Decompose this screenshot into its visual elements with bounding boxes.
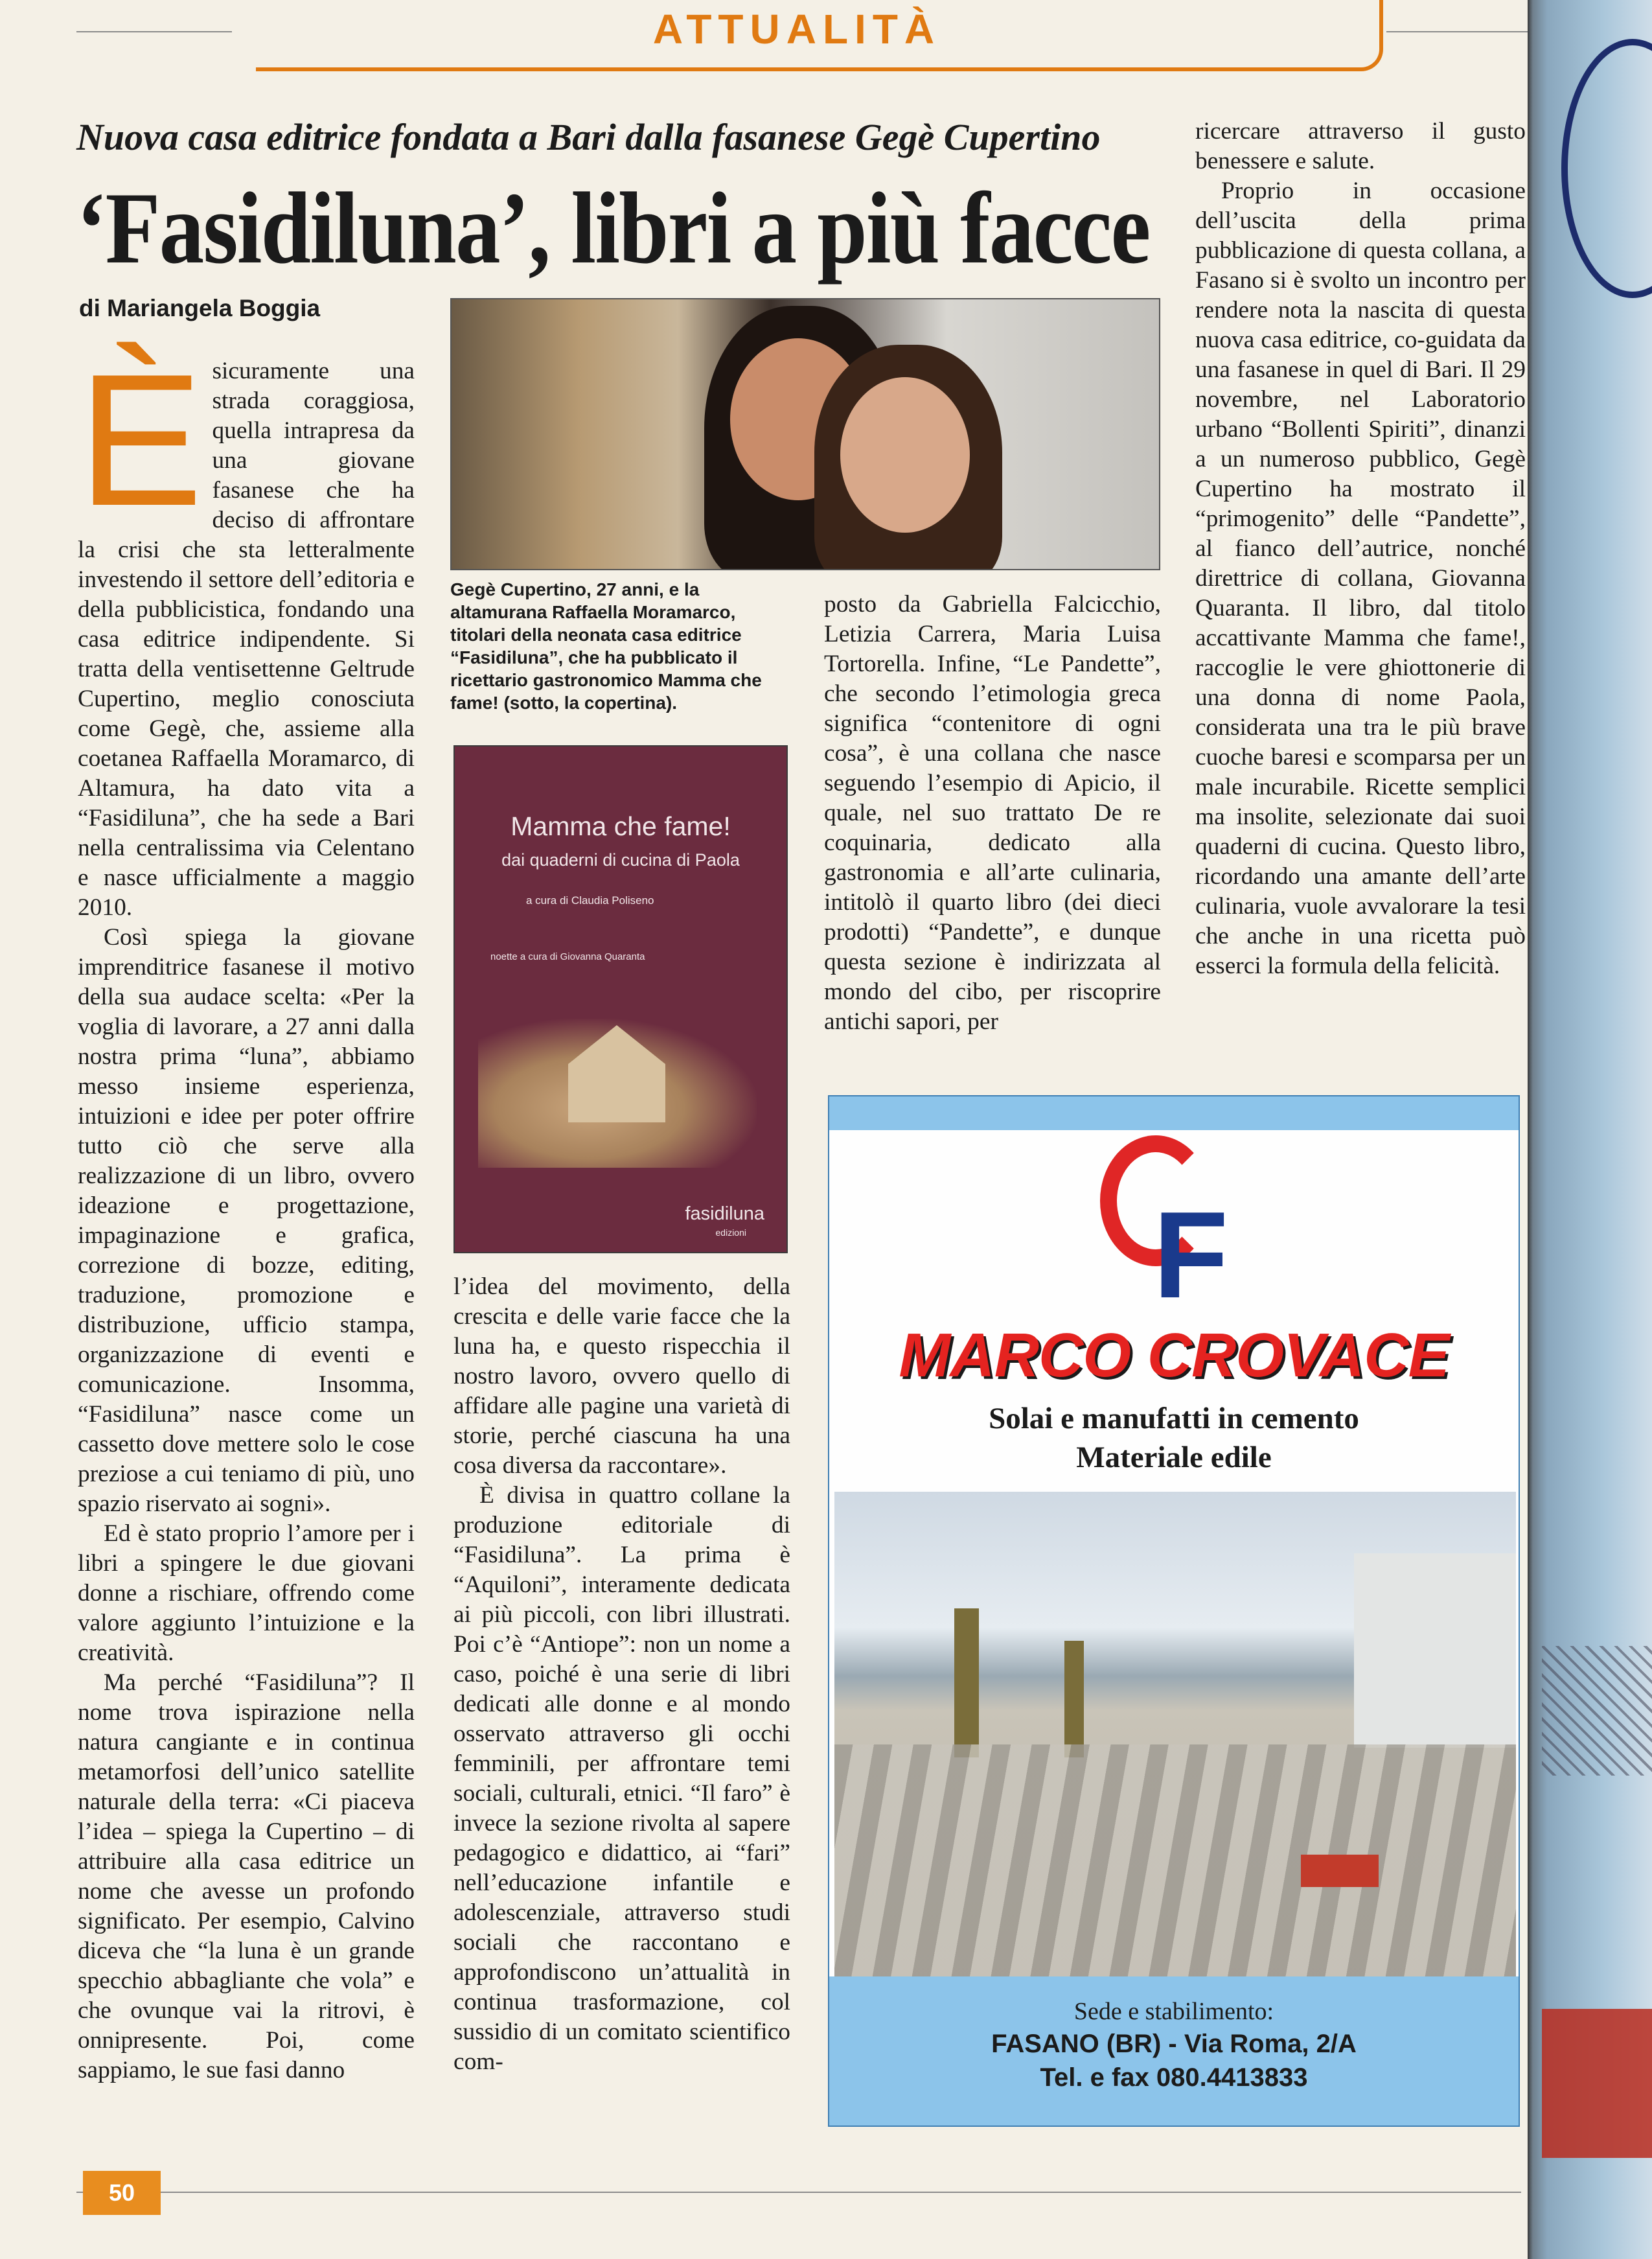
photo-caption: Gegè Cupertino, 27 anni, e la altamurana Raffaella Moramarco, titolari della neonata casa editrice “Fasidiluna”, che ha pubblicato il ricettario gastronomico Mamma che fame! (sotto, la copertina).	[450, 579, 762, 713]
paragraph: l’idea del movimento, della crescita e delle varie facce che la luna ha, e questo rispecchia il nostro lavoro, ovvero quello di affidare alle pagine una varietà di storie, perché ciascuna ha una cosa diversa da raccontare».	[453, 1273, 790, 1479]
book-notes: noette a cura di Giovanna Quaranta	[490, 951, 645, 962]
ad-tagline-2: Materiale edile	[1076, 1441, 1272, 1474]
header-rule-left	[76, 31, 232, 32]
ad-top-band	[829, 1096, 1519, 1130]
article-headline: ‘Fasidiluna’, libri a più facce	[76, 172, 1150, 285]
article-column-3	[824, 590, 1161, 1037]
ad-address-label: Sede e stabilimento:	[1073, 1998, 1274, 2025]
paragraph: È divisa in quattro collane la produzione editoriale di “Fasidiluna”. La prima è “Aquiloni”, interamente dedicata ai più piccoli, con libri illustrati. Poi c’è “Antiope”: non un nome a caso, poiché è una serie di libri dedicati alle donne e al mondo osservato attraverso gli occhi femminili, per affrontare temi sociali, culturali, etnici. “Il faro” è invece la sezione rivolta al sapere pedagogico e didattico, ai “fari” nell’educazione infantile e adolescenziale, attraverso studi sociali che raccontano e approfondiscono un’attualità in continua trasformazione, col sussidio di un comitato scientifico com-	[453, 1482, 790, 2075]
paragraph: sicuramente una strada coraggiosa, quella intrapresa da una giovane fasanese che ha deciso di affrontare la crisi che sta letteralmente investendo il settore dell’editoria e della pubblicistica, fondando una casa editrice indipendente. Si tratta della ventisettenne Geltrude Cupertino, meglio conosciuta come Gegè, che, assieme alla coetanea Raffaella Moramarco, di Altamura, ha dato vita a “Fasidiluna”, che ha sede a Bari nella centralissima via Celentano e nasce ufficialmente a maggio 2010.	[78, 358, 415, 921]
ad-tagline-1: Solai e manufatti in cemento	[989, 1402, 1359, 1435]
paragraph: ricercare attraverso il gusto benessere e salute.	[1195, 118, 1526, 174]
ad-factory-photo	[834, 1492, 1516, 1978]
advertisement	[828, 1095, 1520, 2127]
factory-silo	[1064, 1641, 1084, 1757]
article-photo	[450, 298, 1160, 570]
book-cover-image	[453, 745, 788, 1253]
paragraph: Ma perché “Fasidiluna”? Il nome trova ispirazione nella natura cangiante e in continua metamorfosi dell’unico satellite naturale della terra: «Ci piaceva l’idea – spiega la Cupertino – di attribuire alla casa editrice un nome che avesse un profondo significato. Per esempio, Calvino diceva che “la luna è un grande specchio abbagliante che vola” e che ovunque vai la ritrovi, è onnipresente. Poi, come sappiamo, le sue fasi danno	[78, 1669, 415, 2083]
photo-person-face	[840, 377, 970, 533]
book-editor: a cura di Claudia Poliseno	[526, 894, 654, 907]
footer-rule	[76, 2192, 1521, 2193]
article-column-2	[453, 1272, 790, 2077]
adjacent-page-edge	[1528, 0, 1652, 2259]
article-column-4	[1195, 117, 1526, 981]
ad-phone: Tel. e fax 080.4413833	[1040, 2063, 1308, 2092]
paragraph: Proprio in occasione dell’uscita della prima pubblicazione di questa collana, a Fasano si è svolto un incontro per rendere nota la nascita di questa nuova casa editrice, co-guidata da una fasanese in quel di Bari. Il 29 novembre, nel Laboratorio urbano “Bollenti Spiriti”, dinanzi a un numeroso pubblico, Gegè Cupertino ha mostrato il “primogenito” delle “Pandette”, al fianco dell’autrice, nonché direttrice di collana, Giovanna Quaranta. Il libro, dal titolo accattivante Mamma che fame!, raccoglie le vere ghiottonerie di una donna di nome Paola, considerata una tra le più brave cuoche baresi e scomparsa per un male incurabile. Ricette semplici ma insolite, selezionate dai suoi quaderni di cucina. Questo libro, ricordando una amante dell’arte culinaria, vuole avvalorare la tesi che anche in una ricetta può esserci la formula della felicità.	[1195, 178, 1526, 979]
article-kicker: Nuova casa editrice fondata a Bari dalla fasanese Gegè Cupertino	[76, 116, 1101, 158]
book-title: Mamma che fame!	[511, 811, 731, 841]
adjacent-page-band	[1542, 2009, 1652, 2158]
article-column-1	[78, 335, 415, 2085]
factory-building	[1354, 1553, 1516, 1748]
paragraph: Ed è stato proprio l’amore per i libri a spingere le due giovani donne a rischiare, offrendo come valore aggiunto l’intuizione e la creatività.	[78, 1520, 415, 1666]
factory-silo	[954, 1608, 979, 1757]
article-byline: di Mariangela Boggia	[79, 295, 321, 321]
book-publisher-sub: edizioni	[715, 1227, 746, 1238]
paragraph: posto da Gabriella Falcicchio, Letizia Carrera, Maria Luisa Tortorella. Infine, “Le Pandette”, che secondo l’etimologia greca significa “contenitore di ogni cosa”, è una collana che nasce seguendo l’esempio di Apicio, il quale, nel suo trattato De re coquinaria, dedicato alla gastronomia e all’arte culinaria, intitolò il quarto libro (dei dieci prodotti) “Pandette”, e dunque questa sezione è indirizzata al mondo del cibo, per riscoprire antichi sapori, per	[824, 591, 1161, 1035]
ad-logo-f-mark: F	[1153, 1187, 1229, 1324]
truck	[1301, 1855, 1379, 1887]
adjacent-page-photo	[1542, 1646, 1652, 1776]
book-subtitle: dai quaderni di cucina di Paola	[501, 850, 740, 870]
paragraph: Così spiega la giovane imprenditrice fasanese il motivo della sua audace scelta: «Per la voglia di lavorare, a 27 anni dalla nostra prima “luna”, abbiamo messo insieme esperienza, intuizioni e idee per poter offrire tutto ciò che serve alla realizzazione di un libro, ovvero ideazione e progettazione, impaginazione e grafica, correzione di bozze, editing, traduzione, promozione e distribuzione, ufficio stampa, organizzazione di eventi e comunicazione. Insomma, “Fasidiluna” nasce come un cassetto dove mettere solo le cose preziose a cui teniamo di più, uno spazio riservato ai sogni».	[78, 924, 415, 1517]
ad-brand-name: MARCO CROVACE	[899, 1321, 1449, 1390]
book-publisher: fasidiluna	[685, 1203, 764, 1224]
header-rule-right	[1386, 31, 1528, 32]
ad-address: FASANO (BR) - Via Roma, 2/A	[991, 2030, 1357, 2058]
drop-cap: È	[78, 335, 203, 545]
section-title: ATTUALITÀ	[652, 6, 941, 52]
concrete-blocks	[834, 1744, 1516, 1978]
page-number: 50	[83, 2171, 161, 2215]
